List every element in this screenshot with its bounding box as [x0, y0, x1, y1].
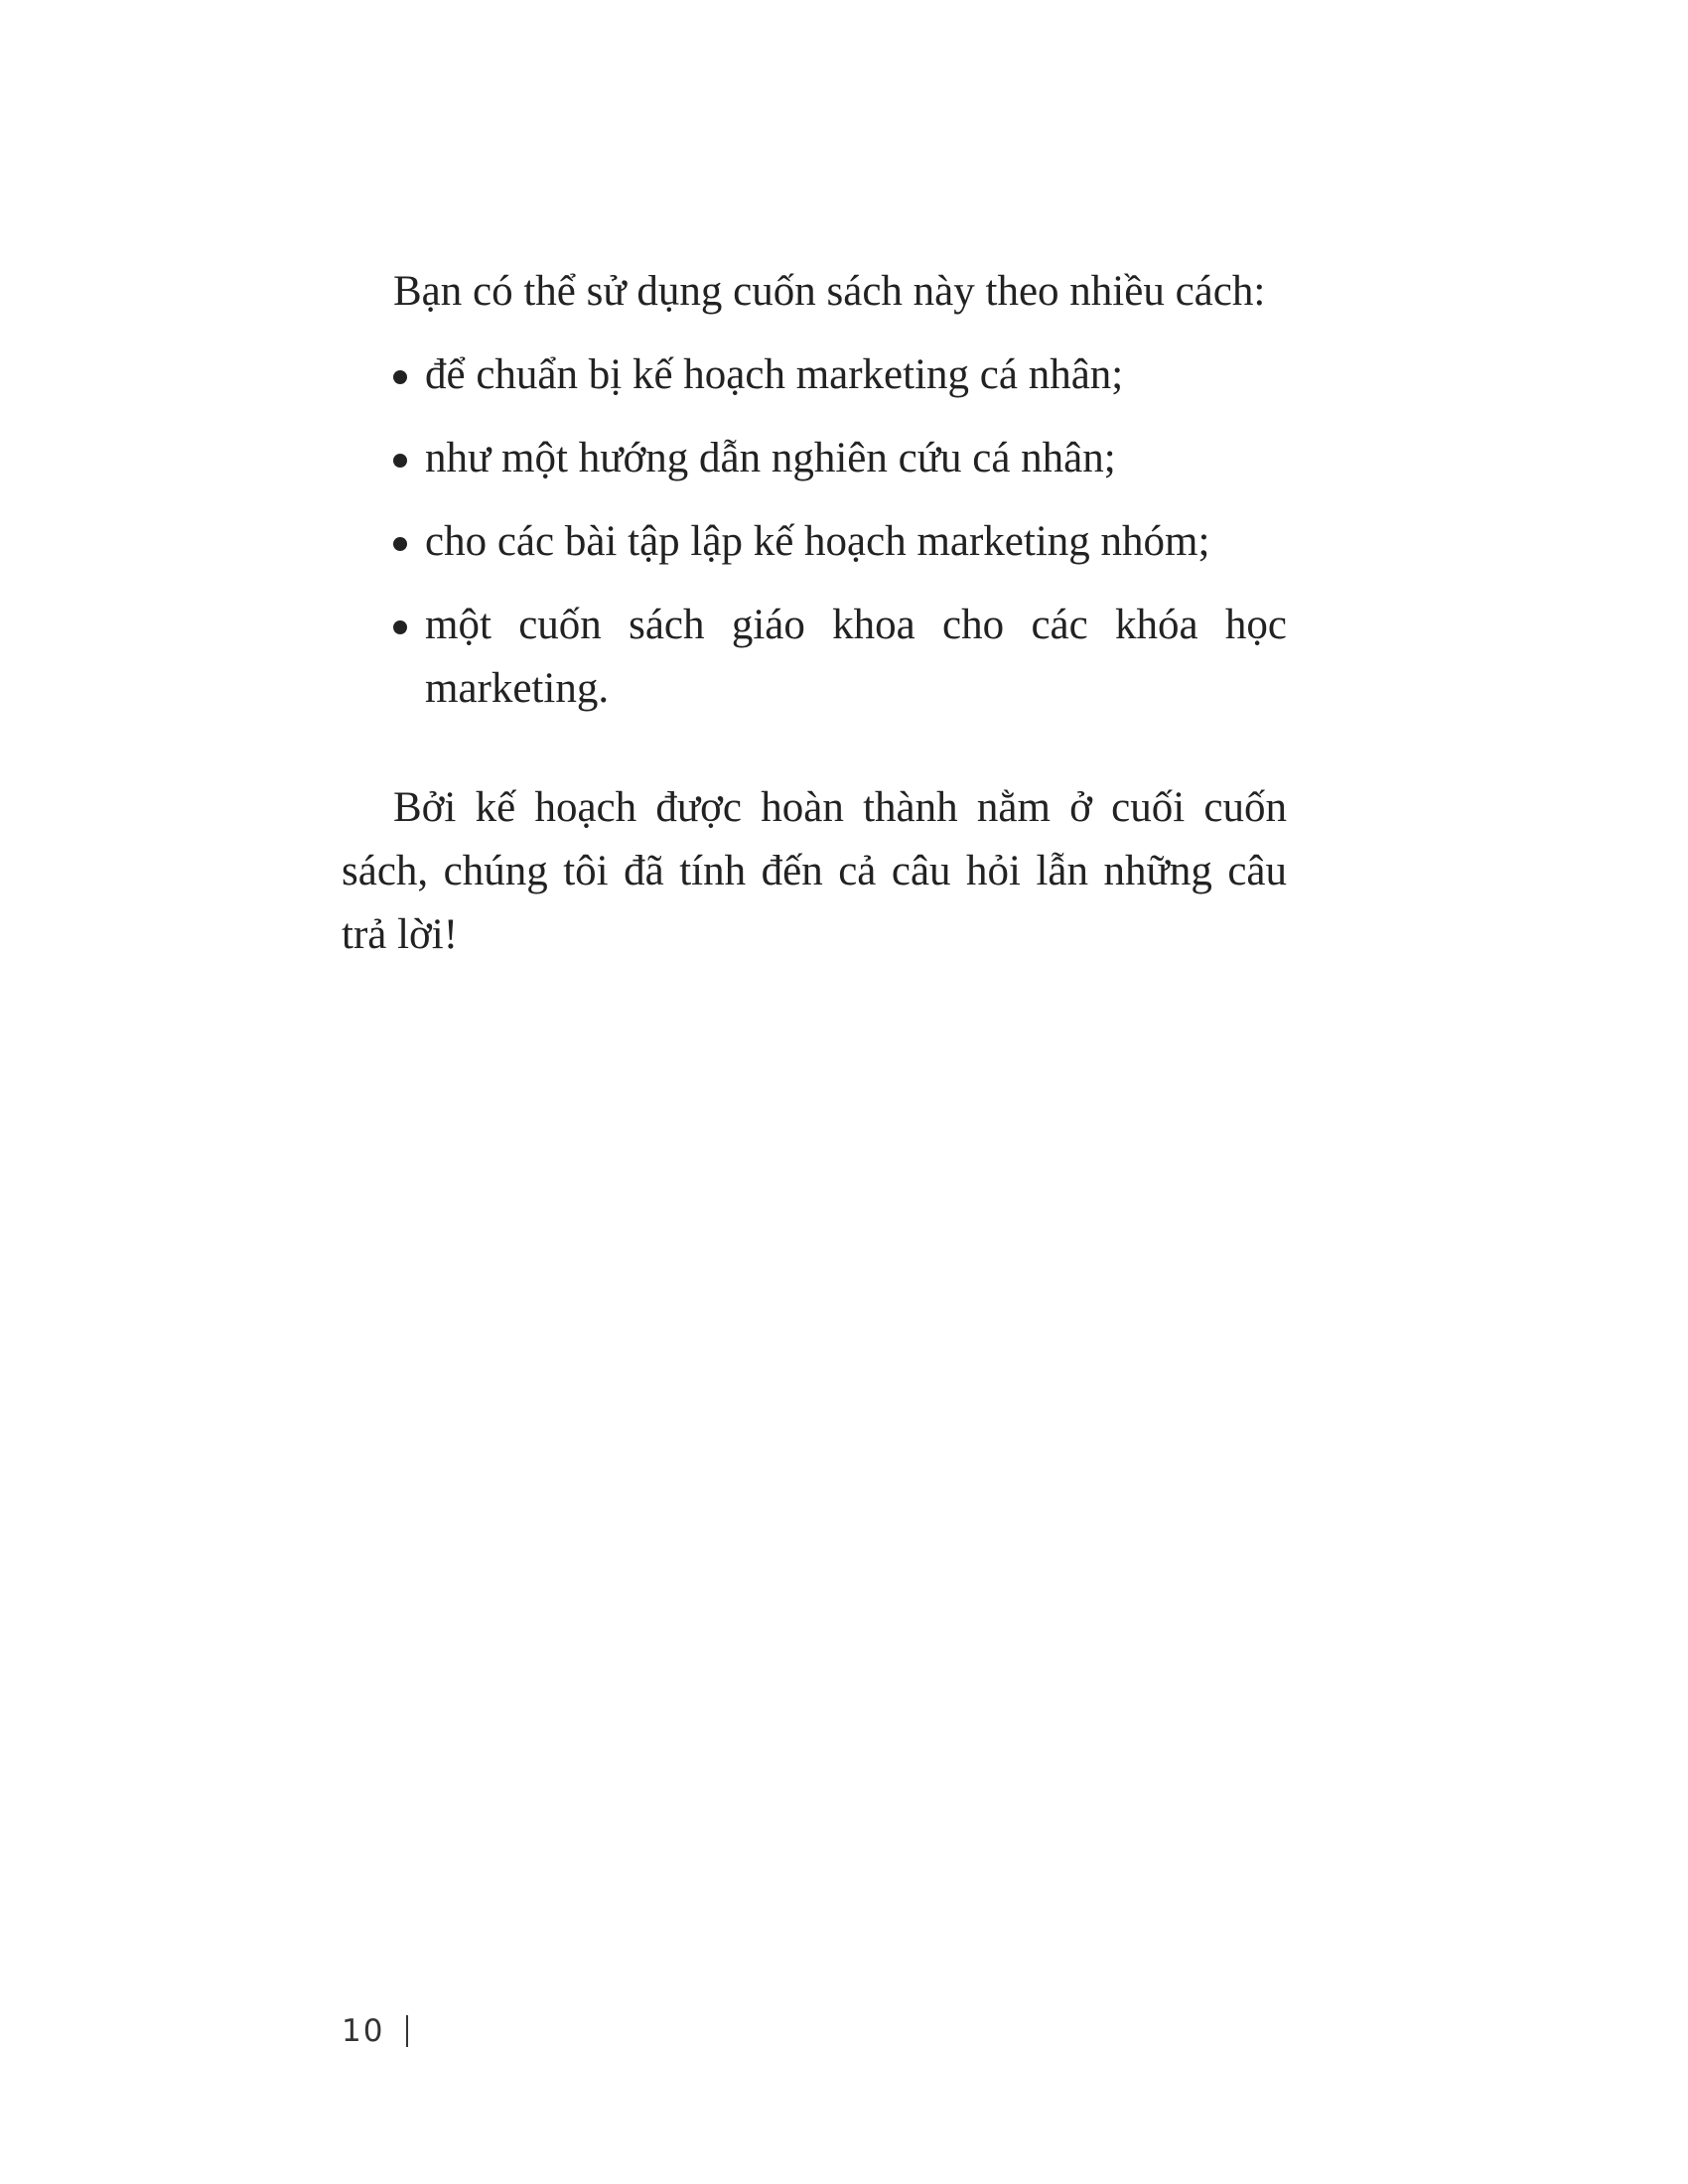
usage-list [342, 343, 1287, 721]
bullet-icon [393, 370, 407, 384]
body-text [342, 260, 1287, 967]
list-item-text: một cuốn sách giáo khoa cho các khóa học marketing. [425, 602, 1287, 712]
closing-paragraph: Bởi kế hoạch được hoàn thành nằm ở cuối cuốn sách, chúng tôi đã tính đến cả câu hỏi lẫn những câu trả lời! [342, 784, 1287, 958]
list-item [342, 427, 1287, 490]
page-footer [342, 2013, 408, 2049]
list-item-text: để chuẩn bị kế hoạch marketing cá nhân; [425, 351, 1124, 398]
list-item-text: cho các bài tập lập kế hoạch marketing nhóm; [425, 518, 1210, 565]
list-item [342, 510, 1287, 574]
footer-divider [406, 2015, 408, 2047]
list-item [342, 343, 1287, 407]
list-item-text: như một hướng dẫn nghiên cứu cá nhân; [425, 435, 1116, 481]
intro-paragraph: Bạn có thể sử dụng cuốn sách này theo nhiều cách: [393, 268, 1266, 315]
bullet-icon [393, 537, 407, 551]
bullet-icon [393, 454, 407, 468]
page-number: 10 [342, 2013, 385, 2049]
list-item [342, 594, 1287, 721]
bullet-icon [393, 620, 407, 634]
